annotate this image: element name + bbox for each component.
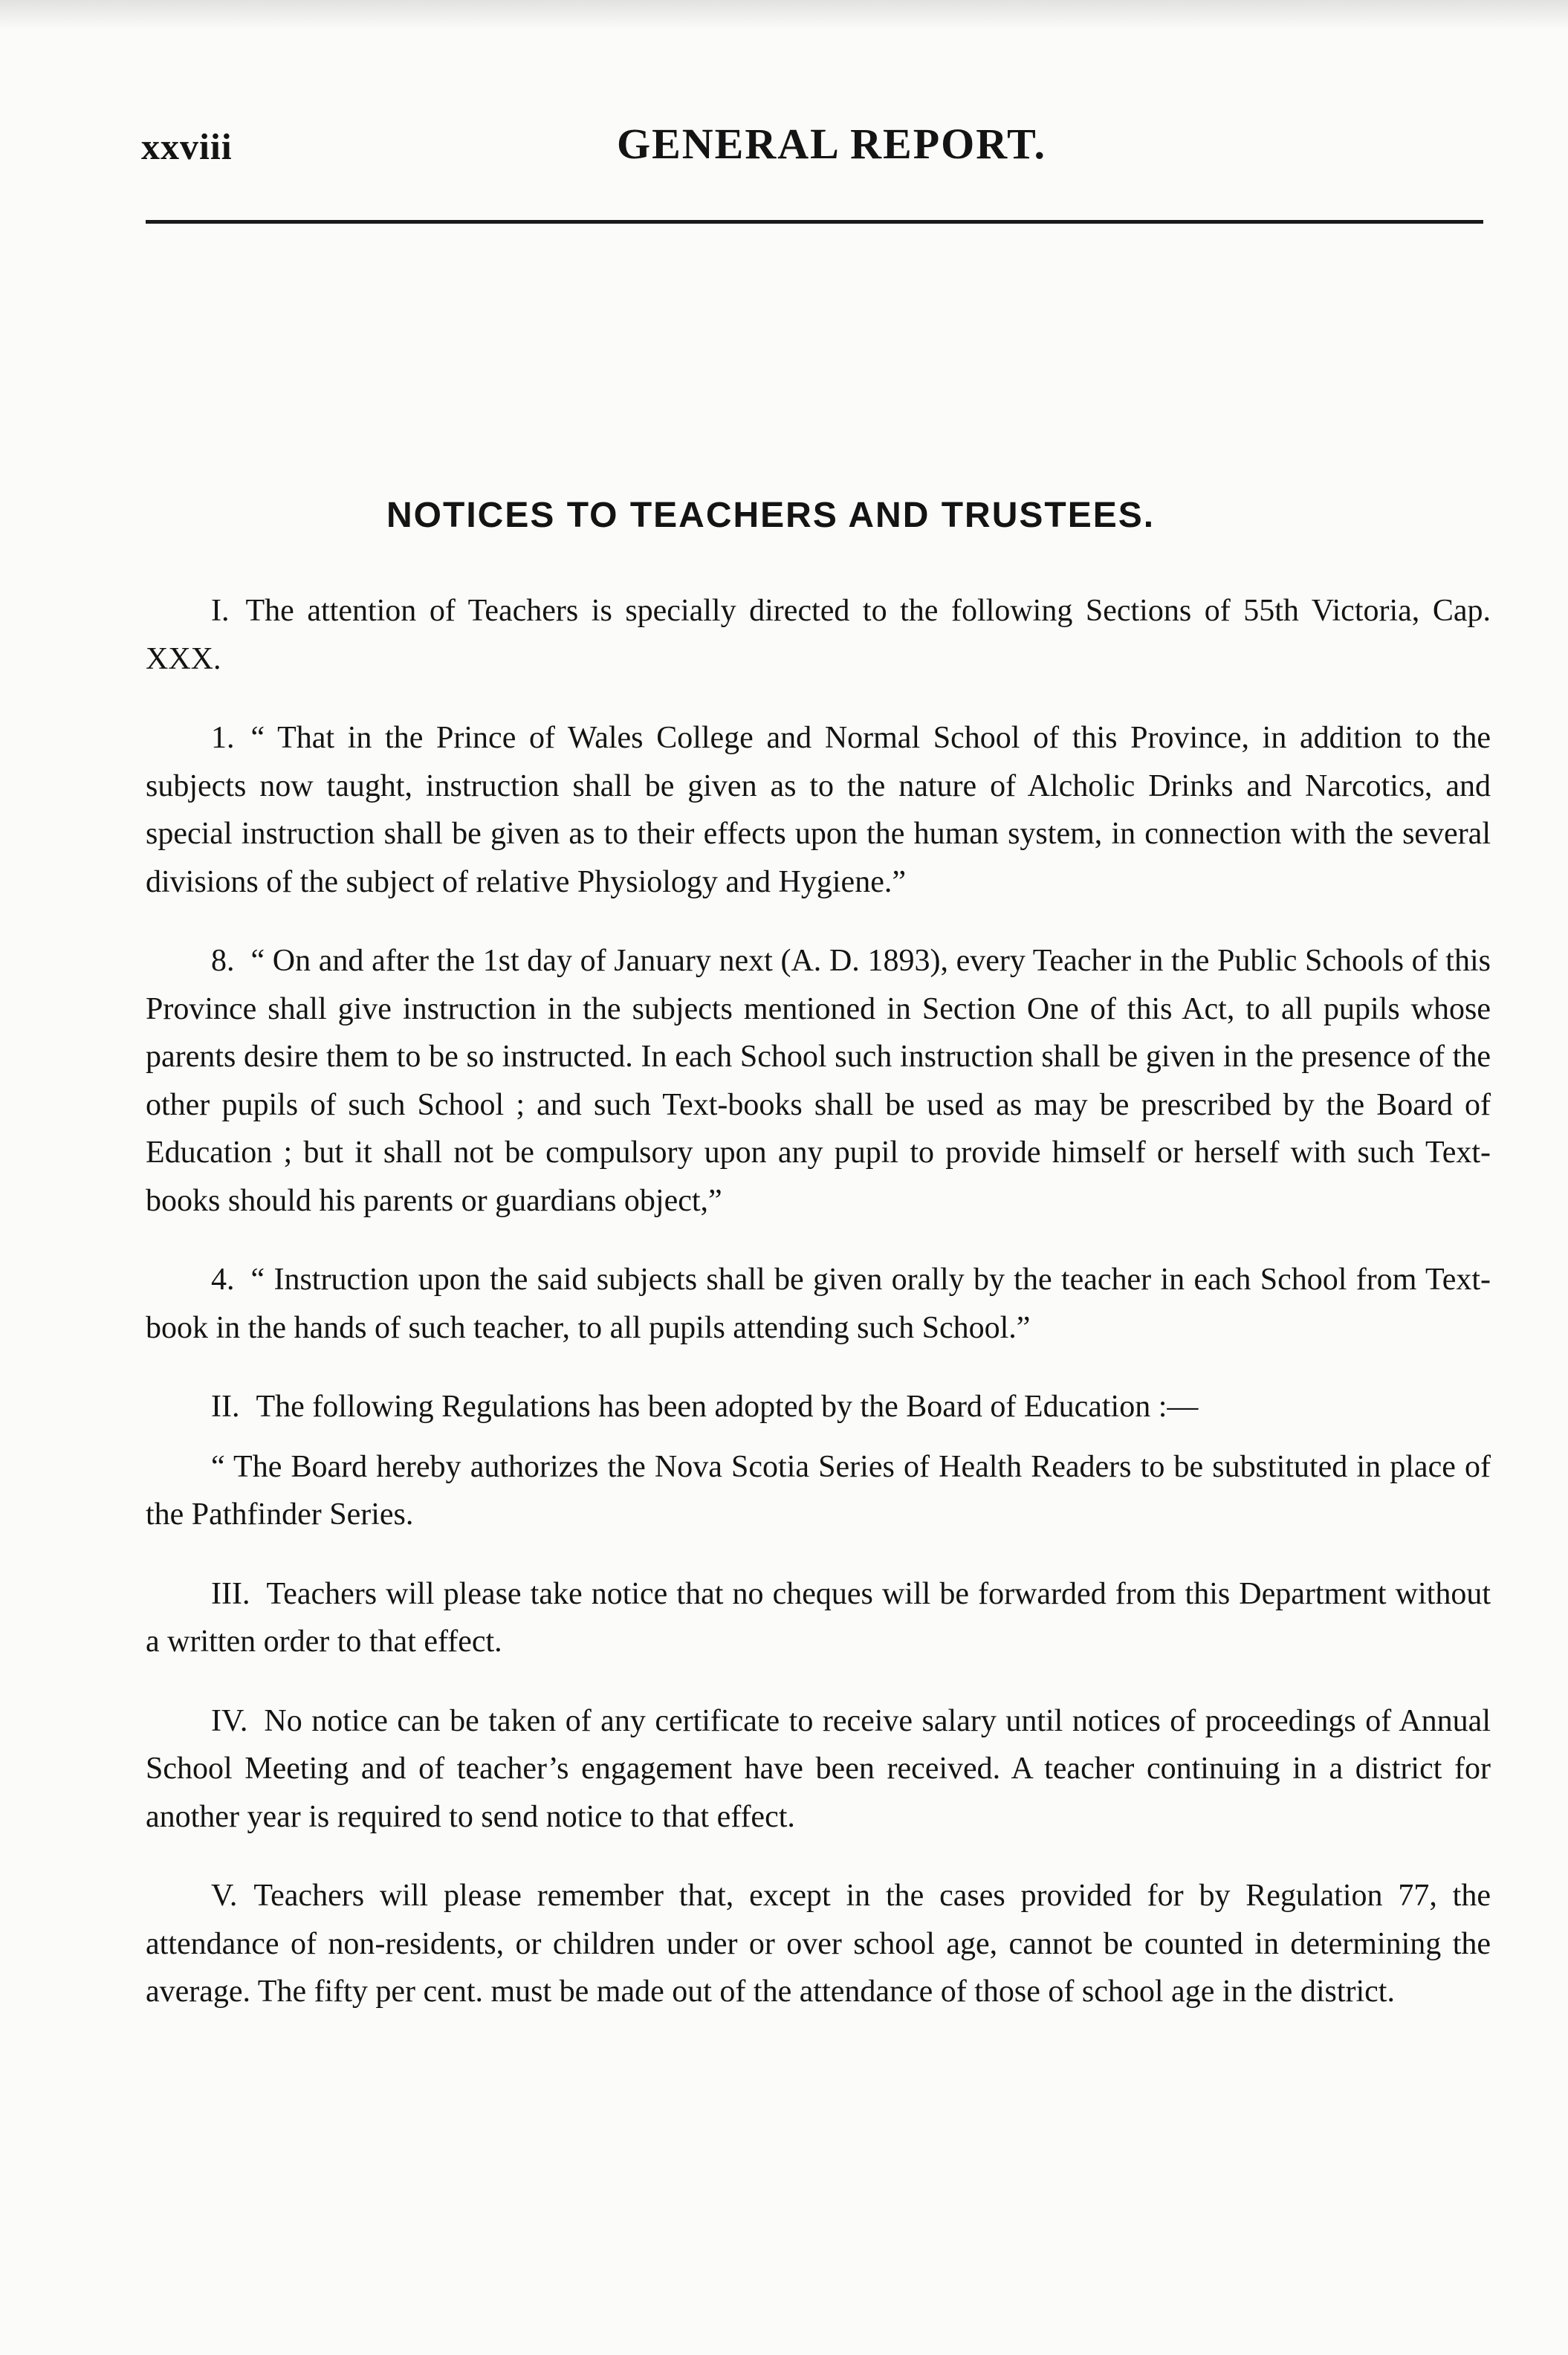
- paragraph-number: 1.: [211, 721, 235, 755]
- section-heading: NOTICES TO TEACHERS AND TRUSTEES.: [386, 496, 1156, 535]
- scan-edge-shadow: [0, 0, 1568, 30]
- paragraph-I: [146, 587, 1491, 683]
- paragraph-text: The attention of Teachers is specially directed to the following Sections of 55th Victoria, Cap. XXX.: [146, 594, 1491, 676]
- paragraph-number: 4.: [211, 1263, 235, 1297]
- paragraph-number: II.: [211, 1390, 240, 1424]
- paragraph-III: [146, 1570, 1491, 1666]
- paragraph-text: Teachers will please take notice that no cheques will be forwarded from this Department without a written order to that effect.: [146, 1576, 1491, 1659]
- paragraph-II: [146, 1383, 1491, 1431]
- paragraph-section-1: [146, 714, 1491, 906]
- paragraph-text: “ Instruction upon the said subjects shall be given orally by the teacher in each School from Text-book in the hands of such teacher, to all pupils attending such School.”: [146, 1263, 1491, 1345]
- paragraph-text: Teachers will please remember that, except in the cases provided for by Regulation 77, the attendance of non-residents, or children under or over school age, cannot be counted in determining the average. The fifty per cent. must be made out of the attendance of those of school age in the district.: [146, 1879, 1491, 2009]
- paragraph-section-8: [146, 937, 1491, 1225]
- paragraph-number: I.: [211, 594, 230, 628]
- paragraph-board-resolution: [146, 1443, 1491, 1539]
- paragraph-text: The following Regulations has been adopted by the Board of Education :—: [256, 1390, 1199, 1424]
- paragraph-text: No notice can be taken of any certificate to receive salary until notices of proceedings of Annual School Meeting and of teacher’s engagement have been received. A teacher continuing in a district for another year is required to send notice to that effect.: [146, 1703, 1491, 1834]
- paragraph-IV: [146, 1697, 1491, 1841]
- running-title: GENERAL REPORT.: [617, 120, 1046, 168]
- page-number: xxviii: [141, 126, 233, 167]
- paragraph-V: [146, 1872, 1491, 2016]
- paragraph-text: “ That in the Prince of Wales College and Normal School of this Province, in addition to the subjects now taught, instruction shall be given as to the nature of Alcholic Drinks and Narcotics, and special instruction shall be given as to their effects upon the human system, in connection with the several divisions of the subject of relative Physiology and Hygiene.”: [146, 721, 1491, 899]
- header-rule: [146, 220, 1483, 224]
- paragraph-text: “ On and after the 1st day of January next (A. D. 1893), every Teacher in the Public Schools of this Province shall give instruction in the subjects mentioned in Section One of this Act, to all pupils whose parents desire them to be so instructed. In each School such instruction shall be given in the presence of the other pupils of such School ; and such Text-books shall be used as may be prescribed by the Board of Education ; but it shall not be compulsory upon any pupil to provide himself or herself with such Text-books should his parents or guardians object,”: [146, 944, 1491, 1218]
- paragraph-section-4: [146, 1256, 1491, 1352]
- paragraph-number: V.: [211, 1879, 238, 1913]
- paragraph-number: III.: [211, 1576, 250, 1611]
- paragraph-text: “ The Board hereby authorizes the Nova Scotia Series of Health Readers to be substituted in place of the Pathfinder Series.: [146, 1449, 1491, 1532]
- body-text: [146, 587, 1491, 2016]
- paragraph-number: IV.: [211, 1703, 248, 1738]
- page-header: [141, 119, 1486, 178]
- paragraph-number: 8.: [211, 944, 235, 978]
